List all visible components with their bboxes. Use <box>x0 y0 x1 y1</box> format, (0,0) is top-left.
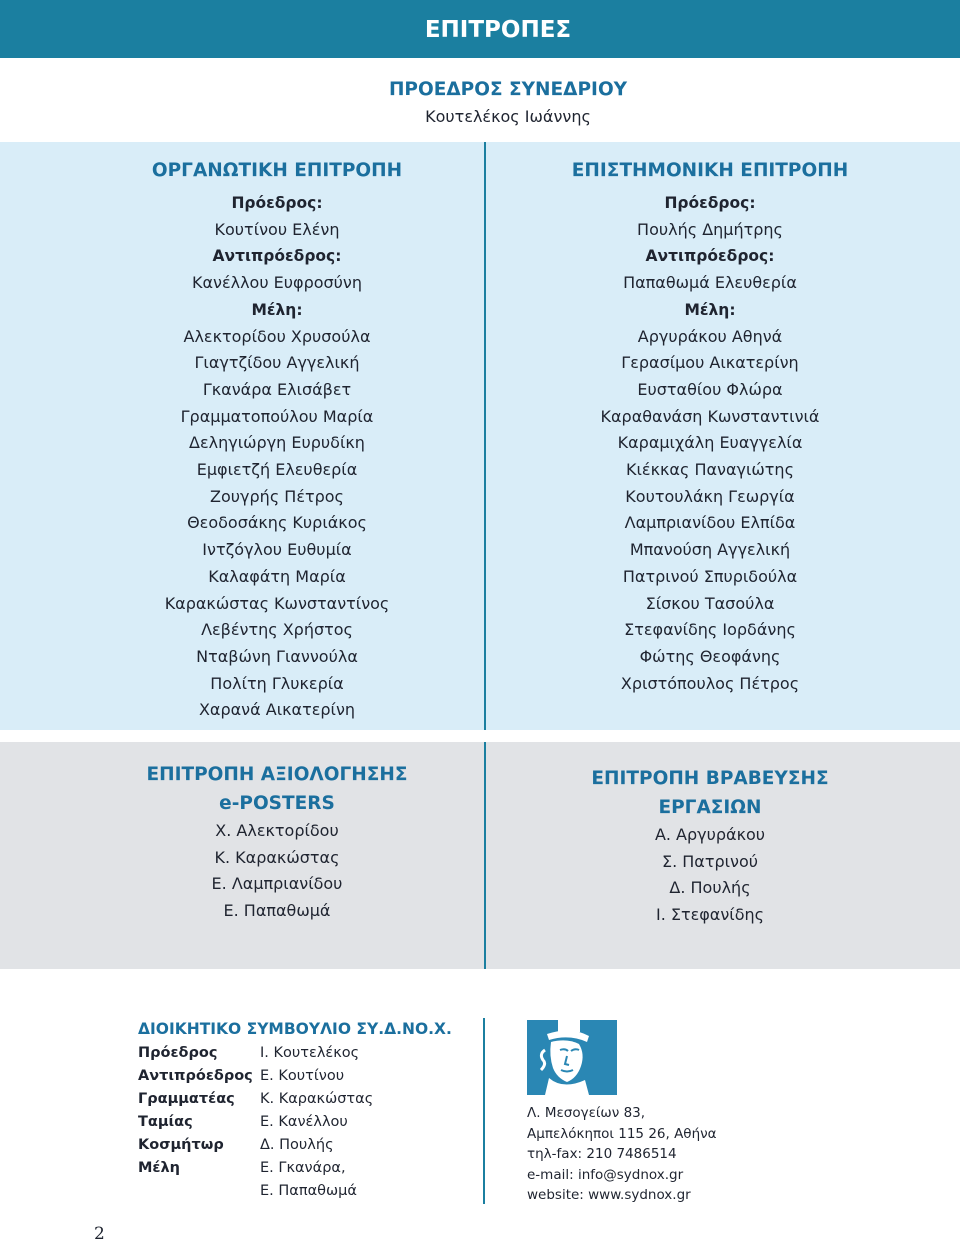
column-divider <box>484 742 486 969</box>
board-row <box>138 1065 468 1088</box>
member-name: Αργυράκου Αθηνά <box>637 326 783 346</box>
phone-line: τηλ-fax: 210 7486514 <box>527 1146 677 1163</box>
board-role: Πρόεδρος <box>138 1045 218 1061</box>
member-name: Μπανούση Αγγελική <box>629 540 791 560</box>
organizing-committee <box>132 156 422 724</box>
member-name: Κουτουλάκη Γεωργία <box>625 486 795 506</box>
member-name: Σ. Πατρινού <box>661 851 759 871</box>
role-label: Μέλη: <box>684 300 736 319</box>
awards-title: ΕΠΙΤΡΟΠΗ ΒΡΑΒΕΥΣΗΣ <box>591 768 829 789</box>
member-name: Λεβέντης Χρήστος <box>201 620 353 640</box>
president-name: Κουτελέκος Ιωάννης <box>425 107 591 126</box>
board-member: Ε. Γκανάρα, <box>260 1160 346 1176</box>
page-number: 2 <box>94 1224 105 1244</box>
board-row <box>138 1088 468 1111</box>
board-role: Μέλη <box>138 1160 180 1176</box>
member-name: Γκανάρα Ελισάβετ <box>202 379 352 399</box>
member-name: Θεοδοσάκης Κυριάκος <box>187 513 367 533</box>
awards-committee <box>560 764 860 929</box>
board-member: Ε. Κουτίνου <box>260 1068 345 1084</box>
member-name: Νταβώνη Γιαννούλα <box>196 646 358 666</box>
member-name: Εμφιετζή Ελευθερία <box>196 460 358 480</box>
member-name: Γραμματοπούλου Μαρία <box>180 406 374 426</box>
conference-president <box>330 78 686 132</box>
board-member: Ε. Κανέλλου <box>260 1114 348 1130</box>
member-name: Πουλής Δημήτρης <box>637 219 783 239</box>
member-name: Πολίτη Γλυκερία <box>210 673 344 693</box>
member-name: Στεφανίδης Ιορδάνης <box>624 620 796 640</box>
board-row <box>138 1111 468 1134</box>
posters-committee <box>132 760 422 925</box>
member-name: Χ. Αλεκτορίδου <box>215 821 339 840</box>
board-row <box>138 1180 468 1203</box>
email-line[interactable]: e-mail: info@sydnox.gr <box>527 1166 684 1183</box>
member-name: Δ. Πουλής <box>669 878 751 898</box>
member-name: Καρακώστας Κωνσταντίνος <box>164 593 390 613</box>
posters-title: ΕΠΙΤΡΟΠΗ ΑΞΙΟΛΟΓΗΣΗΣ <box>146 764 408 785</box>
board-of-directors <box>138 1018 468 1203</box>
posters-subtitle: e-POSTERS <box>219 793 335 814</box>
board-role: Ταμίας <box>138 1114 193 1130</box>
scientific-title: ΕΠΙΣΤΗΜΟΝΙΚΗ ΕΠΙΤΡΟΠΗ <box>571 160 849 181</box>
member-name: Ευσταθίου Φλώρα <box>637 379 783 399</box>
role-label: Μέλη: <box>251 300 303 319</box>
member-name: Κ. Καρακώστας <box>214 847 340 867</box>
member-name: Γερασίμου Αικατερίνη <box>621 353 799 373</box>
member-name: Καλαφάτη Μαρία <box>208 566 346 586</box>
member-name: Κανέλλου Ευφροσύνη <box>191 273 363 293</box>
contact-info <box>527 1103 787 1206</box>
awards-subtitle: ΕΡΓΑΣΙΩΝ <box>658 797 762 818</box>
board-row <box>138 1042 468 1065</box>
member-name: Ιντζόγλου Ευθυμία <box>202 540 352 560</box>
column-divider <box>484 142 486 730</box>
website-line[interactable]: website: www.sydnox.gr <box>527 1187 691 1204</box>
scientific-committee <box>560 156 860 697</box>
city-line: Αμπελόκηποι 115 26, Αθήνα <box>527 1125 717 1142</box>
column-divider <box>483 1018 485 1204</box>
member-name: Ε. Λαμπριανίδου <box>211 874 343 894</box>
member-name: Καραθανάση Κωνσταντινιά <box>600 406 820 426</box>
member-name: Χριστόπουλος Πέτρος <box>620 673 800 693</box>
board-title: ΔΙΟΙΚΗΤΙΚΟ ΣΥΜΒΟΥΛΙΟ ΣΥ.Δ.ΝΟ.Χ. <box>138 1020 452 1038</box>
board-row <box>138 1157 468 1180</box>
board-row <box>138 1134 468 1157</box>
board-role: Κοσμήτωρ <box>138 1137 224 1153</box>
board-role: Γραμματέας <box>138 1091 235 1107</box>
role-label: Αντιπρόεδρος: <box>212 247 342 266</box>
member-name: Α. Αργυράκου <box>654 825 766 844</box>
board-role: Αντιπρόεδρος <box>138 1068 253 1084</box>
board-role <box>138 1180 260 1203</box>
member-name: Ε. Παπαθωμά <box>223 901 331 921</box>
member-name: Καραμιχάλη Ευαγγελία <box>617 433 803 453</box>
member-name: Φώτης Θεοφάνης <box>639 646 781 666</box>
member-name: Σίσκου Τασούλα <box>645 593 775 613</box>
sydnox-logo <box>527 1020 617 1095</box>
member-name: Πατρινού Σπυριδούλα <box>622 566 798 586</box>
board-member: Δ. Πουλής <box>260 1137 334 1153</box>
page-title: ΕΠΙΤΡΟΠΕΣ <box>424 17 572 43</box>
member-name: Κιέκκας Παναγιώτης <box>626 460 794 480</box>
member-name: Γιαγτζίδου Αγγελική <box>194 353 360 373</box>
organizing-title: ΟΡΓΑΝΩΤΙΚΗ ΕΠΙΤΡΟΠΗ <box>151 160 403 181</box>
member-name: Κουτίνου Ελένη <box>214 219 340 239</box>
member-name: Λαμπριανίδου Ελπίδα <box>624 513 796 533</box>
role-label: Αντιπρόεδρος: <box>645 247 775 266</box>
member-name: Ι. Στεφανίδης <box>655 905 765 925</box>
address-line: Λ. Μεσογείων 83, <box>527 1105 646 1121</box>
board-member: Ε. Παπαθωμά <box>260 1183 357 1199</box>
president-title: ΠΡΟΕΔΡΟΣ ΣΥΝΕΔΡΙΟΥ <box>388 79 628 100</box>
member-name: Παπαθωμά Ελευθερία <box>623 273 797 293</box>
board-member: Ι. Κουτελέκος <box>260 1045 360 1061</box>
nurse-logo-icon <box>527 1020 617 1095</box>
member-name: Αλεκτορίδου Χρυσούλα <box>183 326 371 346</box>
member-name: Χαρανά Αικατερίνη <box>198 700 356 720</box>
role-label: Πρόεδρος: <box>664 194 756 212</box>
member-name: Ζουγρής Πέτρος <box>210 486 344 506</box>
member-name: Δεληγιώργη Ευρυδίκη <box>189 433 365 453</box>
board-member: Κ. Καρακώστας <box>260 1091 374 1107</box>
role-label: Πρόεδρος: <box>231 194 323 212</box>
